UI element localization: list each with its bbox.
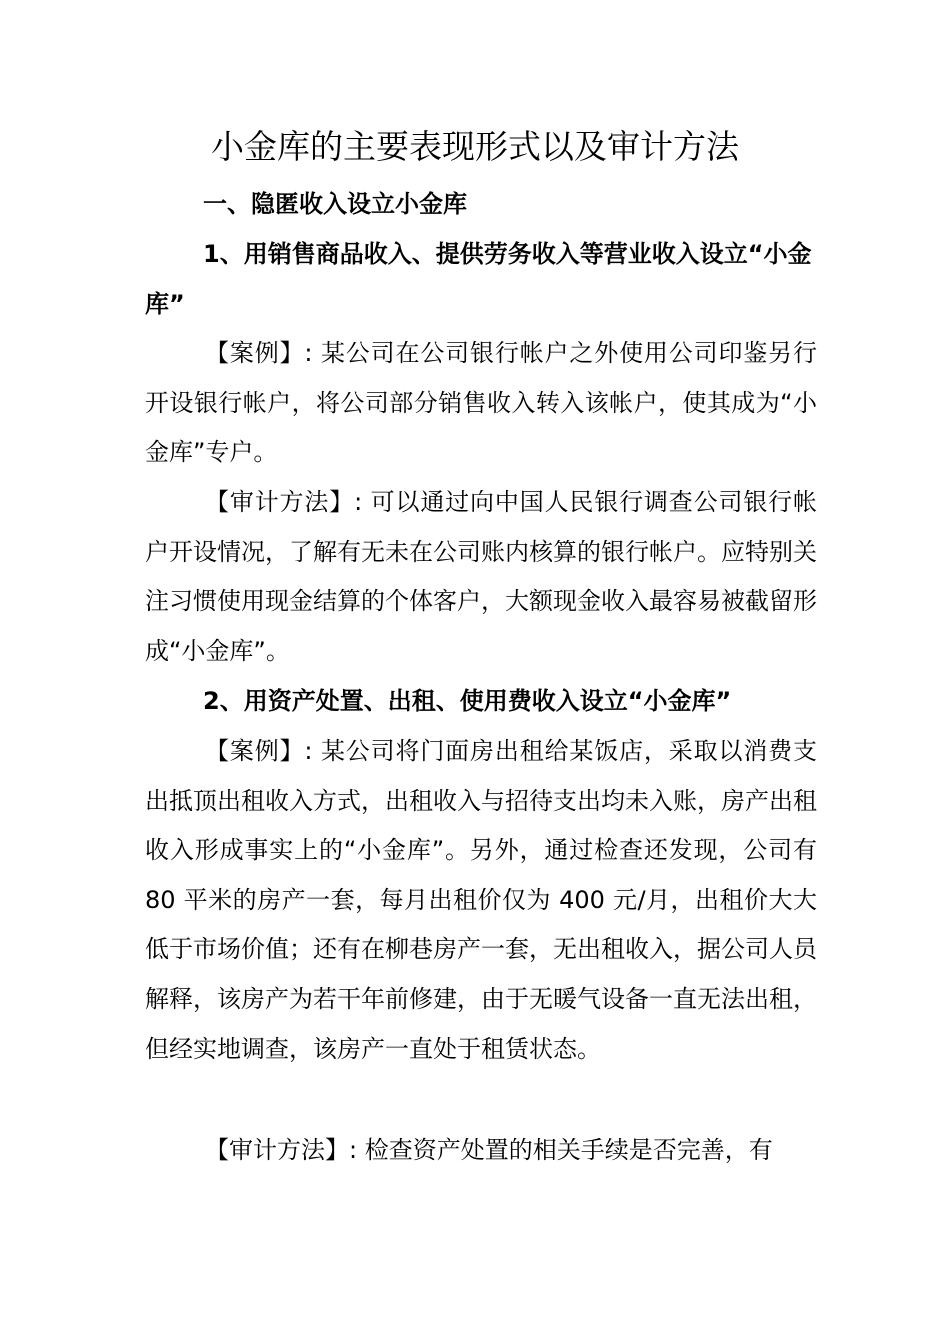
audit-text: : 检查资产处置的相关手续是否完善，有 [349,1136,773,1164]
case-text: : 某公司在公司银行帐户之外使用公司印鉴另行开设银行帐户，将公司部分销售收入转入该帐户，使其成为“小金库”专户。 [145,339,818,467]
case-text: : 某公司将门面房出租给某饭店，采取以消费支出抵顶出租收入方式，出租收入与招待支出均未入账，房产出租收入形成事实上的“小金库”。另外，通过检查还发现，公司有 80 平米的房产一套，每月出租价仅为 400 元/月，出租价大大低于市场价值；还有在柳巷房产一套，无出租收入，据公司人员解释，该房产为若干年前修建，由于无暖气设备一直无法出租，但经实地调查，该房产一直处于租赁状态。 [145,737,818,1063]
case-label: 【案例】 [205,737,305,765]
subsection-heading-1: 1、用销售商品收入、提供劳务收入等营业收入设立“小金库” [145,240,812,318]
case-paragraph-1 [145,329,817,478]
audit-paragraph-1 [145,478,817,676]
subsection-heading-2: 2、用资产处置、出租、使用费收入设立“小金库” [203,687,732,715]
audit-text: : 可以通过向中国人民银行调查公司银行帐户开设情况，了解有无未在公司账内核算的银行帐户。应特别关注习惯使用现金结算的个体客户，大额现金收入最容易被截留形成“小金库”。 [145,488,818,665]
case-label: 【案例】 [205,339,305,367]
audit-label: 【审计方法】 [205,488,355,516]
page-title: 小金库的主要表现形式以及审计方法 [211,127,739,167]
case-paragraph-2 [145,727,817,1074]
audit-paragraph-2 [145,1126,817,1176]
section-heading-1: 一、隐匿收入设立小金库 [203,190,467,218]
audit-label: 【审计方法】 [205,1136,349,1164]
